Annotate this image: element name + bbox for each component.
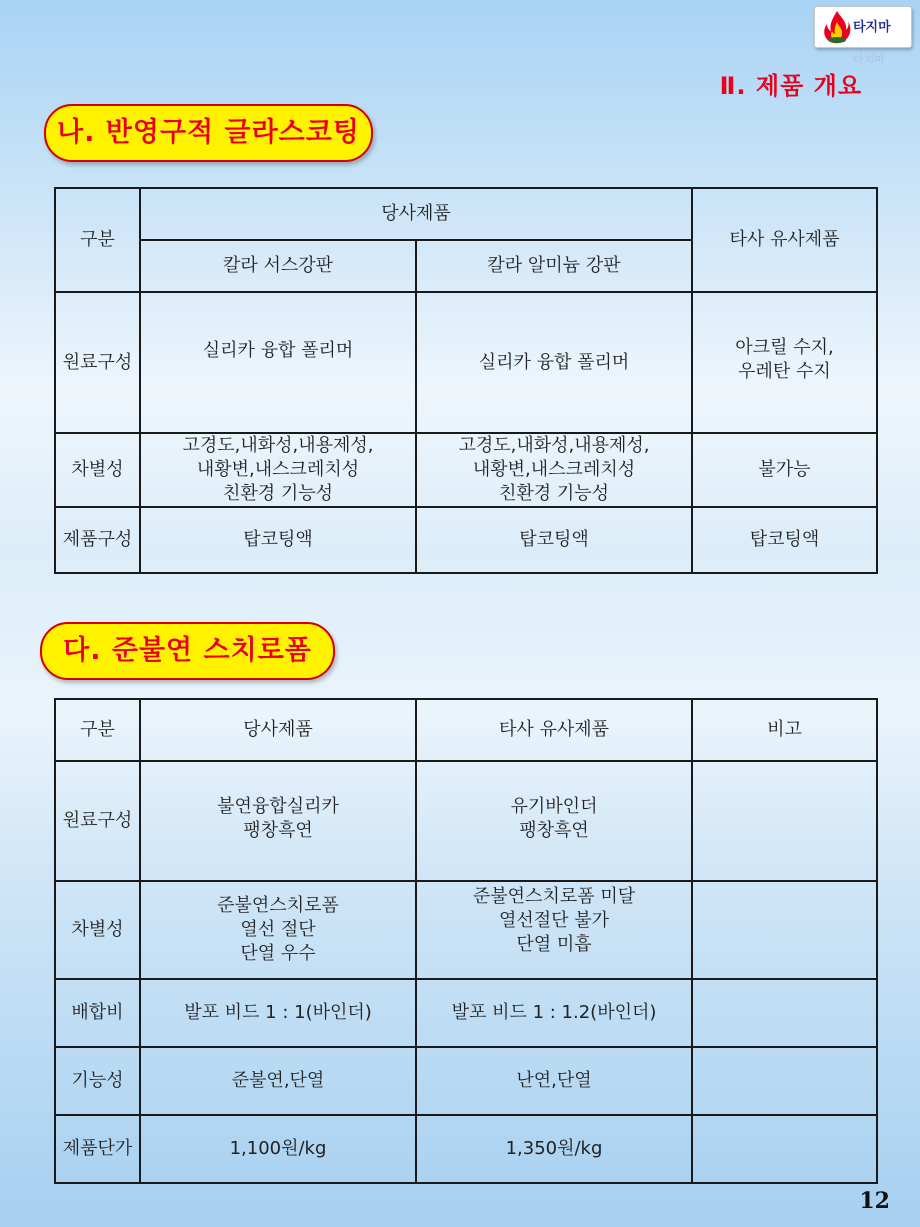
cell-competitor: 불가능 bbox=[692, 433, 877, 507]
header-category: 구분 bbox=[55, 699, 140, 761]
logo-reflection: 타지마 bbox=[853, 51, 885, 64]
cell-our-product: 불연융합실리카 팽창흑연 bbox=[140, 761, 416, 881]
cell-our-aluminum: 고경도,내화성,내용제성, 내황변,내스크레치성 친환경 기능성 bbox=[416, 433, 692, 507]
row-label: 원료구성 bbox=[55, 761, 140, 881]
table-row bbox=[55, 881, 877, 979]
cell-our-sus: 실리카 융합 폴리머 bbox=[140, 292, 416, 433]
table-row bbox=[55, 761, 877, 881]
row-label: 제품구성 bbox=[55, 507, 140, 573]
section-da-badge: 다. 준불연 스치로폼 bbox=[40, 622, 335, 680]
cell-remarks bbox=[692, 1115, 877, 1183]
table-row bbox=[55, 979, 877, 1047]
table-row bbox=[55, 292, 877, 433]
logo-text: 타지마 bbox=[853, 20, 891, 35]
cell-competitor: 발포 비드 1 : 1.2(바인더) bbox=[416, 979, 692, 1047]
cell-our-product: 발포 비드 1 : 1(바인더) bbox=[140, 979, 416, 1047]
header-color-aluminum-steel: 칼라 알미늄 강판 bbox=[416, 240, 692, 292]
cell-remarks bbox=[692, 761, 877, 881]
cell-competitor: 유기바인더 팽창흑연 bbox=[416, 761, 692, 881]
company-logo bbox=[814, 6, 912, 64]
section-na-badge: 나. 반영구적 글라스코팅 bbox=[44, 104, 373, 162]
header-competitor-products: 타사 유사제품 bbox=[416, 699, 692, 761]
row-label: 제품단가 bbox=[55, 1115, 140, 1183]
cell-competitor: 아크릴 수지, 우레탄 수지 bbox=[692, 292, 877, 433]
table-row bbox=[55, 1047, 877, 1115]
page-number: 12 bbox=[859, 1188, 890, 1214]
header-category: 구분 bbox=[55, 188, 140, 292]
cell-remarks bbox=[692, 881, 877, 979]
table-row bbox=[55, 1115, 877, 1183]
cell-remarks bbox=[692, 979, 877, 1047]
cell-our-sus: 탑코팅액 bbox=[140, 507, 416, 573]
glass-coating-table bbox=[54, 187, 878, 574]
cell-competitor: 준불연스치로폼 미달 열선절단 불가 단열 미흡 bbox=[416, 881, 692, 979]
cell-our-product: 준불연스치로폼 열선 절단 단열 우수 bbox=[140, 881, 416, 979]
row-label: 차별성 bbox=[55, 881, 140, 979]
header-color-sus-steel: 칼라 서스강판 bbox=[140, 240, 416, 292]
styrofoam-table bbox=[54, 698, 878, 1184]
row-label: 배합비 bbox=[55, 979, 140, 1047]
table-row bbox=[55, 507, 877, 573]
row-label: 차별성 bbox=[55, 433, 140, 507]
header-our-products: 당사제품 bbox=[140, 699, 416, 761]
row-label: 기능성 bbox=[55, 1047, 140, 1115]
row-label: 원료구성 bbox=[55, 292, 140, 433]
header-remarks: 비고 bbox=[692, 699, 877, 761]
cell-our-aluminum: 탑코팅액 bbox=[416, 507, 692, 573]
header-our-products: 당사제품 bbox=[140, 188, 692, 240]
section-title: Ⅱ. 제품 개요 bbox=[719, 72, 862, 100]
cell-competitor: 1,350원/kg bbox=[416, 1115, 692, 1183]
cell-our-product: 1,100원/kg bbox=[140, 1115, 416, 1183]
cell-our-aluminum: 실리카 융합 폴리머 bbox=[416, 292, 692, 433]
cell-our-sus: 고경도,내화성,내용제성, 내황변,내스크레치성 친환경 기능성 bbox=[140, 433, 416, 507]
cell-competitor: 난연,단열 bbox=[416, 1047, 692, 1115]
header-competitor-products: 타사 유사제품 bbox=[692, 188, 877, 292]
cell-our-product: 준불연,단열 bbox=[140, 1047, 416, 1115]
flame-icon bbox=[823, 10, 851, 44]
cell-competitor: 탑코팅액 bbox=[692, 507, 877, 573]
table-row bbox=[55, 433, 877, 507]
cell-remarks bbox=[692, 1047, 877, 1115]
